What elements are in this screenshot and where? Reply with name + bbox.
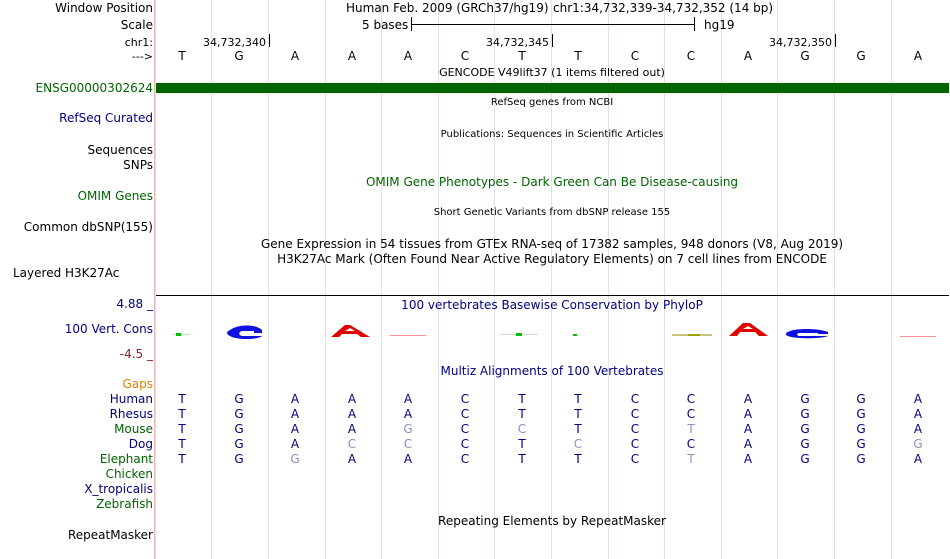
alignment-base: G — [856, 407, 866, 421]
alignment-base: T — [518, 437, 526, 451]
alignment-base: T — [574, 392, 582, 406]
dbsnp-track-label[interactable]: Common dbSNP(155) — [23, 220, 153, 234]
alignment-base: A — [743, 407, 753, 421]
alignment-base: C — [630, 437, 640, 451]
species-label[interactable]: Rhesus — [109, 407, 153, 421]
alignment-base: C — [460, 407, 470, 421]
alignment-base: G — [800, 452, 810, 466]
gencode-item-label[interactable]: ENSG00000302624 — [35, 81, 153, 95]
alignment-base: C — [630, 452, 640, 466]
alignment-base: C — [630, 407, 640, 421]
species-label[interactable]: Zebrafish — [96, 497, 153, 511]
alignment-base: C — [460, 437, 470, 451]
alignment-base: A — [347, 392, 357, 406]
alignment-base: G — [856, 452, 866, 466]
coord-tick-label: 34,732,350 — [769, 36, 832, 49]
species-label[interactable]: Elephant — [99, 452, 153, 466]
alignment-base: C — [460, 422, 470, 436]
conservation-top-line — [156, 295, 949, 296]
coord-tick-label: 34,732,340 — [203, 36, 266, 49]
h3k27ac-track-label[interactable]: Layered H3K27Ac — [13, 266, 120, 280]
alignment-base: C — [686, 437, 696, 451]
alignment-base: A — [403, 452, 413, 466]
alignment-base: A — [290, 437, 300, 451]
reference-base: T — [574, 49, 582, 63]
reference-base: C — [686, 49, 696, 63]
publications-track-title[interactable]: Publications: Sequences in Scientific Articles — [440, 129, 664, 140]
conservation-track-label[interactable]: 100 Vert. Cons — [64, 322, 153, 336]
species-label[interactable]: X_tropicalis — [84, 482, 153, 496]
reference-base: A — [403, 49, 413, 63]
alignment-base: C — [460, 452, 470, 466]
alignment-base: T — [518, 452, 526, 466]
alignment-base: A — [403, 407, 413, 421]
alignment-base: A — [743, 452, 753, 466]
alignment-base: C — [630, 422, 640, 436]
alignment-base: G — [800, 422, 810, 436]
alignment-base: A — [290, 392, 300, 406]
reference-base: C — [630, 49, 640, 63]
conservation-max-label: 4.88 _ — [116, 297, 153, 311]
alignment-base: A — [290, 422, 300, 436]
alignment-base: G — [234, 452, 244, 466]
conservation-track-title[interactable]: 100 vertebrates Basewise Conservation by PhyloP — [401, 298, 703, 312]
alignment-base: A — [913, 452, 923, 466]
alignment-base: A — [913, 392, 923, 406]
scale-bar-text: 5 bases — [362, 18, 409, 32]
db-name: hg19 — [704, 18, 735, 32]
alignment-base: C — [573, 437, 583, 451]
multiz-track-title[interactable]: Multiz Alignments of 100 Vertebrates — [440, 364, 664, 378]
alignment-base: G — [234, 392, 244, 406]
alignment-base: T — [178, 422, 186, 436]
conservation-min-label: -4.5 _ — [119, 347, 153, 361]
reference-base: T — [518, 49, 526, 63]
alignment-base: A — [743, 422, 753, 436]
window-position-label: Window Position — [55, 1, 153, 15]
repeatmasker-track-title[interactable]: Repeating Elements by RepeatMasker — [438, 514, 666, 528]
alignment-base: C — [460, 392, 470, 406]
alignment-base: A — [347, 422, 357, 436]
alignment-base: G — [290, 452, 300, 466]
alignment-base: T — [574, 452, 582, 466]
omim-track-title[interactable]: OMIM Gene Phenotypes - Dark Green Can Be Disease-causing — [365, 175, 739, 189]
alignment-base: C — [517, 422, 527, 436]
alignment-base: A — [347, 407, 357, 421]
alignment-base: T — [178, 407, 186, 421]
alignment-base: G — [234, 422, 244, 436]
alignment-base: A — [913, 422, 923, 436]
alignment-base: G — [856, 392, 866, 406]
alignment-base: G — [800, 407, 810, 421]
alignment-base: T — [574, 422, 582, 436]
alignment-base: G — [913, 437, 923, 451]
alignment-base: C — [403, 437, 413, 451]
conservation-logo — [0, 320, 950, 344]
multiz-gaps-label[interactable]: Gaps — [122, 377, 153, 391]
alignment-base: A — [347, 452, 357, 466]
position-range: chr1:34,732,339-34,732,352 (14 bp) — [553, 1, 774, 15]
alignment-base: G — [856, 437, 866, 451]
alignment-base: G — [234, 407, 244, 421]
reference-base: T — [178, 49, 186, 63]
h3k27ac-track-title[interactable]: H3K27Ac Mark (Often Found Near Active Regulatory Elements) on 7 cell lines from ENCODE — [277, 252, 827, 266]
alignment-base: C — [686, 407, 696, 421]
alignment-base: T — [178, 392, 186, 406]
alignment-base: A — [743, 392, 753, 406]
strand-arrow-label: ---> — [131, 50, 153, 63]
alignment-base: C — [630, 392, 640, 406]
assembly-name: Human Feb. 2009 (GRCh37/hg19) — [346, 1, 549, 15]
alignment-base: T — [574, 407, 582, 421]
dbsnp-track-title[interactable]: Short Genetic Variants from dbSNP release 155 — [433, 207, 671, 218]
reference-base: C — [460, 49, 470, 63]
scale-bar — [411, 17, 695, 31]
refseq-track-title[interactable]: RefSeq genes from NCBI — [490, 97, 614, 108]
alignment-base: G — [234, 437, 244, 451]
reference-base: A — [290, 49, 300, 63]
reference-base: A — [347, 49, 357, 63]
species-label[interactable]: Human — [109, 392, 153, 406]
alignment-base: C — [686, 392, 696, 406]
alignment-base: A — [743, 437, 753, 451]
alignment-base: G — [800, 437, 810, 451]
alignment-base: G — [800, 392, 810, 406]
alignment-base: A — [913, 407, 923, 421]
alignment-base: T — [178, 437, 186, 451]
reference-base: G — [800, 49, 810, 63]
species-label[interactable]: Chicken — [105, 467, 153, 481]
alignment-base: T — [178, 452, 186, 466]
alignment-base: G — [403, 422, 413, 436]
alignment-base: A — [290, 407, 300, 421]
alignment-base: G — [856, 422, 866, 436]
coord-tick — [269, 34, 270, 47]
scale-label: Scale — [120, 18, 153, 32]
gencode-gene-bar[interactable] — [156, 83, 949, 93]
alignment-base: T — [687, 452, 695, 466]
alignment-base: T — [518, 392, 526, 406]
coord-tick-label: 34,732,345 — [486, 36, 549, 49]
omim-track-label[interactable]: OMIM Genes — [77, 189, 153, 203]
repeatmasker-track-label[interactable]: RepeatMasker — [67, 528, 153, 542]
reference-base: G — [234, 49, 244, 63]
alignment-base: T — [518, 407, 526, 421]
reference-base: G — [856, 49, 866, 63]
alignment-base: C — [347, 437, 357, 451]
species-label[interactable]: Mouse — [114, 422, 153, 436]
chr-label: chr1: — [124, 36, 153, 49]
publications-label-snps[interactable]: SNPs — [123, 158, 153, 172]
alignment-base: A — [403, 392, 413, 406]
publications-label-sequences[interactable]: Sequences — [87, 143, 153, 157]
reference-base: A — [913, 49, 923, 63]
alignment-base: T — [687, 422, 695, 436]
reference-base: A — [743, 49, 753, 63]
species-label[interactable]: Dog — [128, 437, 153, 451]
gtex-track-title[interactable]: Gene Expression in 54 tissues from GTEx RNA-seq of 17382 samples, 948 donors (V8, Aug 2019) — [260, 237, 844, 251]
refseq-track-label[interactable]: RefSeq Curated — [59, 111, 153, 125]
coord-tick — [552, 34, 553, 47]
gencode-track-title[interactable]: GENCODE V49lift37 (1 items filtered out) — [439, 66, 665, 79]
coord-tick — [835, 34, 836, 47]
